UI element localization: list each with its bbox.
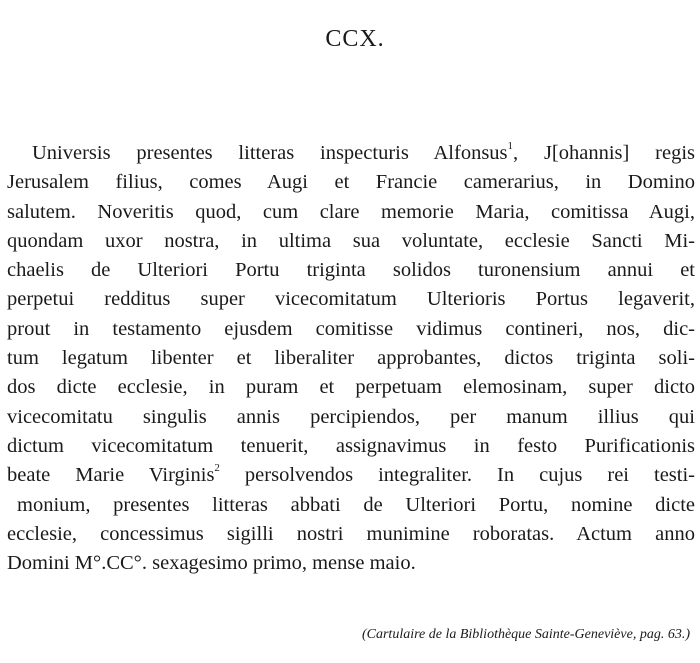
text-line-9: dos dicte ecclesie, in puram et perpetuam elemosinam, super dicto — [7, 376, 695, 399]
text-line-10: vicecomitatu singulis annis percipiendos, per manum illius qui — [7, 405, 695, 428]
text-line-2: Jerusalem filius, comes Augi et Francie camerarius, in Domino — [7, 171, 695, 194]
text-line-1-start: Universis presentes litteras inspecturis Alfonsus — [32, 142, 508, 164]
text-line-11: dictum vicecomitatum tenuerit, assignavimus in festo Purificationis — [7, 434, 695, 457]
text-line-1-end: , J[ohannis] regis — [513, 142, 695, 164]
text-line-14: ecclesie, concessimus sigilli nostri munimine roboratas. Actum anno — [7, 522, 695, 545]
text-line-5: chaelis de Ulteriori Portu triginta solidos turonensium annui et — [7, 259, 695, 282]
charter-number-heading: CCX. — [325, 26, 385, 52]
text-line-7: prout in testamento ejusdem comitisse vidimus contineri, nos, dic- — [7, 317, 695, 340]
text-line-12-start: beate Marie Virginis — [7, 464, 215, 487]
text-line-6: perpetui redditus super vicecomitatum Ulterioris Portus legaverit, — [7, 288, 695, 311]
text-line-4: quondam uxor nostra, in ultima sua voluntate, ecclesie Sancti Mi- — [7, 229, 695, 252]
source-citation: (Cartulaire de la Bibliothèque Sainte-Geneviève, pag. 63.) — [361, 627, 690, 642]
text-line-3: salutem. Noveritis quod, cum clare memorie Maria, comitissa Augi, — [7, 200, 695, 223]
footnote-ref-1: 1 — [507, 140, 514, 153]
text-line-15: Domini M°.CC°. sexagesimo primo, mense maio. — [7, 552, 416, 575]
text-line-12-end: persolvendos integraliter. In cujus rei testi- — [219, 464, 695, 487]
text-line-8: tum legatum libenter et liberaliter approbantes, dictos triginta soli- — [7, 347, 695, 370]
charter-text — [7, 139, 695, 578]
text-line-12 — [7, 461, 695, 490]
text-line-1 — [7, 139, 695, 168]
footnote-ref-2: 2 — [214, 462, 220, 475]
text-line-13: monium, presentes litteras abbati de Ulteriori Portu, nomine dicte — [17, 493, 695, 516]
